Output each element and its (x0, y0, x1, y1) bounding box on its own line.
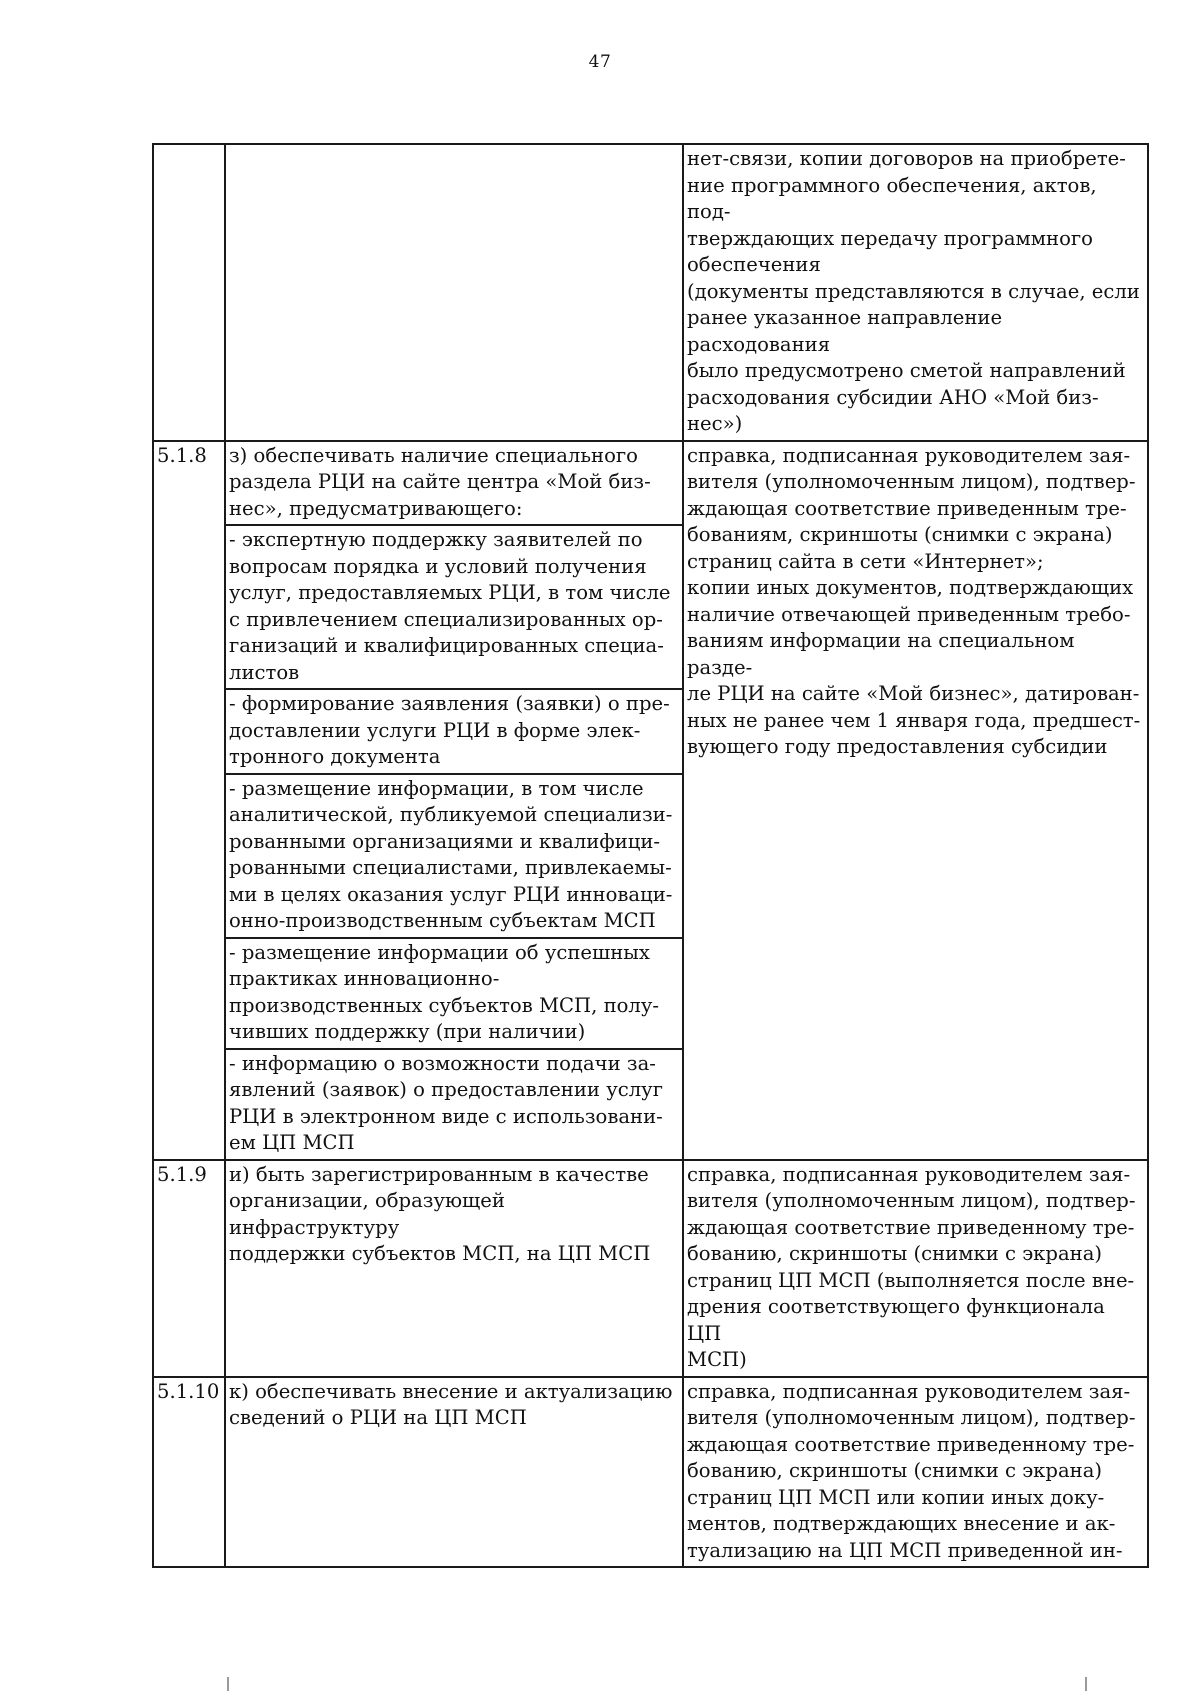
row-number-cell (153, 1377, 225, 1568)
page-number: 47 (588, 52, 612, 72)
requirement-cell (225, 1049, 683, 1160)
table-row (153, 441, 1148, 526)
requirement-text: - экспертную поддержку заявителей по вопросам порядка и условий получения услуг, предоставляемых РЦИ, в том числе с привлечением специализированных ор- ганизаций и квалифицированных специа- листов (229, 528, 671, 684)
requirement-text: - размещение информации, в том числе аналитической, публикуемой специализи- рованными организациями и квалифици- рованными специалистами, привлекаемы- ми в целях оказания услуг РЦИ инноваци- онно-производственным субъектам МСП (229, 776, 673, 932)
row-number: 5.1.8 (157, 443, 207, 467)
documents-text: нет-связи, копии договоров на приобрете- ние программного обеспечения, актов, под- тверждающих передачу программного обеспечения (документы представляются в случае, если ранее указанное направление расходования было предусмотрено сметой направлений расходования субсидии АНО «Мой биз- нес») (687, 147, 1140, 435)
row-number: 5.1.9 (157, 1162, 207, 1186)
requirement-cell (225, 1160, 683, 1377)
requirement-text: - информацию о возможности подачи за- явлений (заявок) о предоставлении услуг РЦИ в электронном виде с использовани- ем ЦП МСП (229, 1051, 663, 1154)
table-row (153, 1160, 1148, 1377)
table-row (153, 144, 1148, 441)
requirement-cell (225, 1377, 683, 1568)
requirement-text: - размещение информации об успешных практиках инновационно- производственных субъектов МСП, полу- чивших поддержку (при наличии) (229, 940, 660, 1043)
row-number-cell (153, 1160, 225, 1377)
requirement-cell (225, 689, 683, 774)
documents-cell (683, 1377, 1148, 1568)
documents-cell (683, 441, 1148, 1160)
requirement-text: - формирование заявления (заявки) о пре- доставлении услуги РЦИ в форме элек- тронного документа (229, 692, 670, 768)
requirement-cell (225, 441, 683, 526)
requirement-text: з) обеспечивать наличие специального раздела РЦИ на сайте центра «Мой биз- нес», предусматривающего: (229, 443, 651, 520)
scan-edge-mark (227, 1677, 229, 1691)
requirement-cell (225, 144, 683, 441)
documents-cell (683, 1160, 1148, 1377)
row-number-cell (153, 144, 225, 441)
documents-text: справка, подписанная руководителем зая- вителя (уполномоченным лицом), подтвер- ждающая соответствие приведенному тре- бованию, скриншоты (снимки с экрана) страниц ЦП МСП (выполняется после вне- дрения соответствующего функционала ЦП МСП) (687, 1162, 1136, 1371)
table-row (153, 1377, 1148, 1568)
row-number-cell (153, 441, 225, 1160)
row-number: 5.1.10 (157, 1379, 220, 1403)
documents-text: справка, подписанная руководителем зая- вителя (уполномоченным лицом), подтвер- ждающая соответствие приведенному тре- бованию, скриншоты (снимки с экрана) страниц ЦП МСП или копии иных доку- ментов, подтверждающих внесение и ак- туализацию на ЦП МСП приведенной ин- (687, 1379, 1136, 1562)
requirement-cell (225, 525, 683, 689)
requirements-table (152, 143, 1149, 1568)
requirement-text: к) обеспечивать внесение и актуализацию сведений о РЦИ на ЦП МСП (229, 1379, 673, 1429)
requirement-cell (225, 938, 683, 1049)
requirement-cell (225, 774, 683, 938)
requirement-text: и) быть зарегистрированным в качестве организации, образующей инфраструктуру поддержки субъектов МСП, на ЦП МСП (229, 1162, 651, 1265)
documents-text: справка, подписанная руководителем зая- вителя (уполномоченным лицом), подтвер- ждающая соответствие приведенным тре- бованиям, скриншоты (снимки с экрана) страниц сайта в сети «Интернет»; копии иных документов, подтверждающих наличие отвечающей приведенным требо- ваниям информации на специальном разде- ле РЦИ на сайте «Мой бизнес», датирован- ных не ранее чем 1 января года, предшест- вующего году предоставления субсидии (687, 443, 1141, 758)
scan-edge-mark (1085, 1677, 1087, 1691)
documents-cell (683, 144, 1148, 441)
